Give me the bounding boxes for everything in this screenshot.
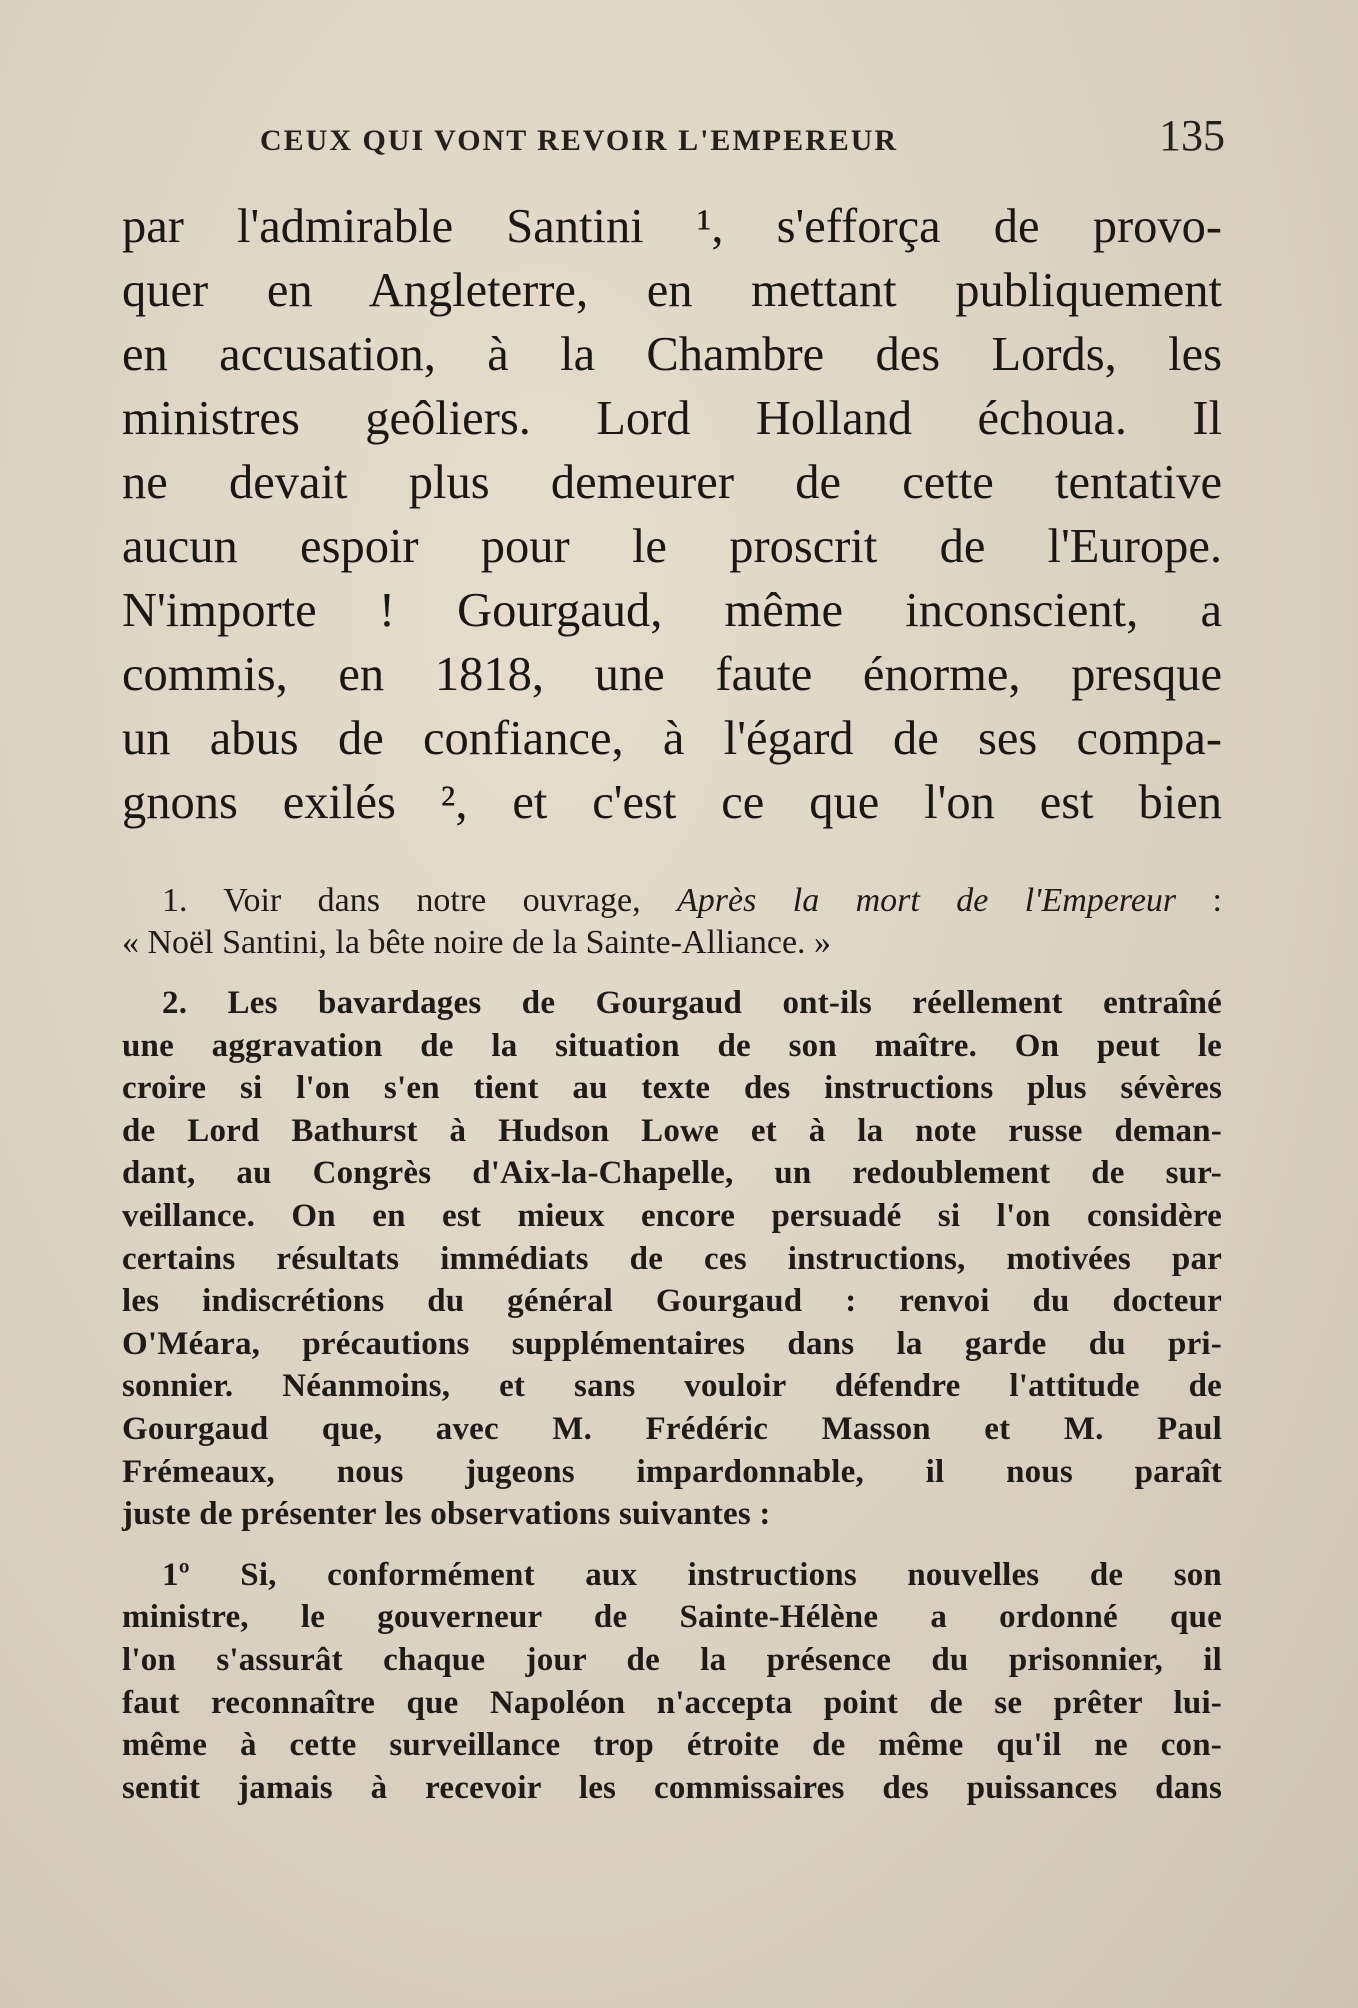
footnote-line: juste de présenter les observations suivantes : bbox=[122, 1496, 771, 1533]
footnote-line: 2. Les bavardages de Gourgaud ont-ils réellement entraîné bbox=[162, 985, 1222, 1021]
footnote-line: sentit jamais à recevoir les commissaires des puissances dans bbox=[122, 1769, 1222, 1806]
footnote-line: les indiscrétions du général Gourgaud : renvoi du docteur bbox=[122, 1283, 1222, 1320]
footnote-line: dant, au Congrès d'Aix-la-Chapelle, un redoublement de sur- bbox=[122, 1155, 1222, 1192]
text-line: gnons exilés ², et c'est ce que l'on est bien bbox=[122, 776, 1222, 829]
text-line: aucun espoir pour le proscrit de l'Europe. bbox=[122, 520, 1222, 573]
footnote-line: même à cette surveillance trop étroite de même qu'il ne con- bbox=[122, 1727, 1222, 1764]
page-number: 135 bbox=[1159, 111, 1225, 160]
footnote-2 bbox=[122, 982, 1222, 1536]
footnote-line: croire si l'on s'en tient au texte des instructions plus sévères bbox=[122, 1070, 1222, 1107]
main-text bbox=[122, 195, 1222, 835]
footnote-text: 1. Voir dans notre ouvrage, bbox=[162, 882, 678, 919]
text-line: ne devait plus demeurer de cette tentative bbox=[122, 456, 1222, 509]
text-line: un abus de confiance, à l'égard de ses compa- bbox=[122, 712, 1222, 765]
footnote-line bbox=[122, 880, 1222, 922]
text-line: ministres geôliers. Lord Holland échoua. Il bbox=[122, 392, 1222, 445]
footnote-line: veillance. On en est mieux encore persuadé si l'on considère bbox=[122, 1197, 1222, 1234]
text-line: quer en Angleterre, en mettant publiquement bbox=[122, 264, 1222, 317]
page-header bbox=[125, 110, 1225, 170]
footnote-line: O'Méara, précautions supplémentaires dans la garde du pri- bbox=[122, 1325, 1222, 1362]
footnote-line: 1º Si, conformément aux instructions nouvelles de son bbox=[162, 1556, 1222, 1593]
footnote-line: faut reconnaître que Napoléon n'accepta point de se prêter lui- bbox=[122, 1684, 1222, 1721]
footnote-line: Gourgaud que, avec M. Frédéric Masson et M. Paul bbox=[122, 1410, 1222, 1447]
book-title: Après la mort de l'Empereur bbox=[677, 882, 1177, 919]
footnote-line: l'on s'assurât chaque jour de la présence du prisonnier, il bbox=[122, 1641, 1222, 1678]
text-line: en accusation, à la Chambre des Lords, les bbox=[122, 328, 1222, 381]
footnote-line: « Noël Santini, la bête noire de la Sainte-Alliance. » bbox=[122, 924, 832, 961]
footnote-line: ministre, le gouverneur de Sainte-Hélène a ordonné que bbox=[122, 1599, 1222, 1636]
text-line: commis, en 1818, une faute énorme, presque bbox=[122, 648, 1222, 701]
footnote-line: certains résultats immédiats de ces instructions, motivées par bbox=[122, 1240, 1222, 1277]
footnote-line: de Lord Bathurst à Hudson Lowe et à la note russe deman- bbox=[122, 1112, 1222, 1149]
footnote-2-item-1 bbox=[122, 1554, 1222, 1810]
footnotes bbox=[122, 880, 1222, 1827]
text-line: par l'admirable Santini ¹, s'efforça de provo- bbox=[122, 200, 1222, 253]
footnote-line: une aggravation de la situation de son maître. On peut le bbox=[122, 1027, 1222, 1064]
footnote-line: sonnier. Néanmoins, et sans vouloir défendre l'attitude de bbox=[122, 1368, 1222, 1405]
running-title: CEUX QUI VONT REVOIR L'EMPEREUR bbox=[260, 124, 899, 157]
footnote-line: Frémeaux, nous jugeons impardonnable, il nous paraît bbox=[122, 1453, 1222, 1490]
text-line: N'importe ! Gourgaud, même inconscient, a bbox=[122, 584, 1222, 637]
footnote-1 bbox=[122, 880, 1222, 964]
footnote-text: : bbox=[1176, 882, 1223, 919]
